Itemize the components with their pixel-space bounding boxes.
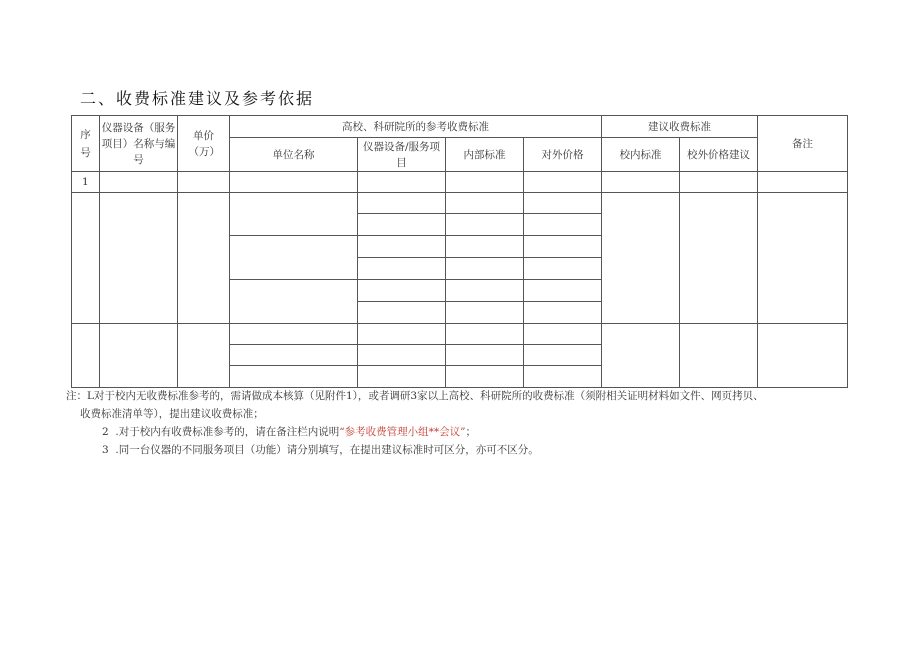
- header-in-school: 校内标准: [602, 138, 680, 172]
- table-cell: [230, 324, 358, 345]
- table-cell: [524, 214, 602, 236]
- table-cell: [358, 236, 446, 258]
- table-cell: [446, 302, 524, 324]
- section-heading: 二、收费标准建议及参考依据: [80, 89, 315, 108]
- table-cell: [524, 366, 602, 388]
- note-3: 3 .同一台仪器的不同服务项目（功能）请分别填写，在提出建议标准时可区分，亦可不区分。: [102, 444, 539, 456]
- table-cell: [446, 324, 524, 345]
- note-2-prefix: 2 .对于校内有收费标准参考的，请在备注栏内说明: [102, 426, 340, 438]
- table-cell: [602, 193, 680, 324]
- header-reference-group: 高校、科研院所的参考收费标准: [230, 116, 602, 138]
- table-cell: [758, 172, 848, 193]
- table-cell: [446, 214, 524, 236]
- table-cell: [230, 366, 358, 388]
- header-unit-price: [178, 116, 230, 172]
- table-cell: [100, 324, 178, 388]
- table-cell: [524, 258, 602, 280]
- table-cell: [230, 236, 358, 280]
- table-cell: [446, 366, 524, 388]
- header-instrument-service-label: 仪器设备/服务项目: [362, 140, 441, 169]
- table-cell: [680, 324, 758, 388]
- table-cell: [524, 280, 602, 302]
- table-cell: [524, 324, 602, 345]
- table-cell: [358, 345, 446, 366]
- header-remark: 备注: [758, 116, 848, 172]
- table-cell: [358, 366, 446, 388]
- table-cell: [446, 345, 524, 366]
- header-unit-name: 单位名称: [230, 138, 358, 172]
- table-cell: [680, 172, 758, 193]
- table-cell: [680, 193, 758, 324]
- row1-seq: 1: [72, 172, 100, 193]
- table-cell: [524, 172, 602, 193]
- table-cell: [230, 280, 358, 324]
- table-cell: [524, 345, 602, 366]
- header-unit-price-label: 单价（万）: [188, 129, 220, 158]
- table-cell: [230, 345, 358, 366]
- table-cell: [178, 324, 230, 388]
- table-cell: [72, 324, 100, 388]
- table-cell: [524, 236, 602, 258]
- table-cell: [358, 324, 446, 345]
- table-cell: [602, 172, 680, 193]
- table-cell: [358, 172, 446, 193]
- table-cell: [100, 172, 178, 193]
- table-cell: [230, 193, 358, 236]
- table-cell: [358, 280, 446, 302]
- header-instrument-service: [358, 138, 446, 172]
- table-row: [72, 324, 848, 345]
- table-row: [72, 193, 848, 214]
- note-1-line-2: 收费标准清单等），提出建议收费标准；: [80, 408, 264, 420]
- header-suggested-group: 建议收费标准: [602, 116, 758, 138]
- table-cell: [178, 172, 230, 193]
- table-cell: [358, 302, 446, 324]
- header-seq-label: 序号: [80, 128, 91, 159]
- table-cell: [446, 258, 524, 280]
- header-instrument: [100, 116, 178, 172]
- note-2-highlight: “参考收费管理小组**会议”: [339, 426, 466, 438]
- header-external: 对外价格: [524, 138, 602, 172]
- table-cell: [758, 193, 848, 324]
- table-cell: [72, 193, 100, 324]
- table-cell: [524, 302, 602, 324]
- table-cell: [358, 258, 446, 280]
- header-instrument-label: 仪器设备（服务项目）名称与编号: [101, 121, 176, 166]
- note-2: [66, 423, 846, 441]
- notes-block: [66, 387, 846, 459]
- table-cell: [358, 193, 446, 214]
- fee-standard-table: [71, 115, 848, 388]
- table-cell: [524, 193, 602, 214]
- table-cell: [230, 172, 358, 193]
- table-row: [72, 172, 848, 193]
- table-cell: [178, 193, 230, 324]
- table-cell: [758, 324, 848, 388]
- note-1-line-1: 注：L对于校内无收费标准参考的，需请做成本核算（见附件1），或者调研3家以上高校、科研院所的收费标准（须附相关证明材料如文件、网页拷贝、: [66, 390, 764, 402]
- table-cell: [358, 214, 446, 236]
- header-internal: 内部标准: [446, 138, 524, 172]
- table-cell: [602, 324, 680, 388]
- table-cell: [446, 236, 524, 258]
- table-cell: [446, 172, 524, 193]
- note-2-suffix: ；: [465, 426, 476, 438]
- table-cell: [446, 280, 524, 302]
- table-cell: [446, 193, 524, 214]
- table-cell: [100, 193, 178, 324]
- header-seq: [72, 116, 100, 172]
- header-out-school: 校外价格建议: [680, 138, 758, 172]
